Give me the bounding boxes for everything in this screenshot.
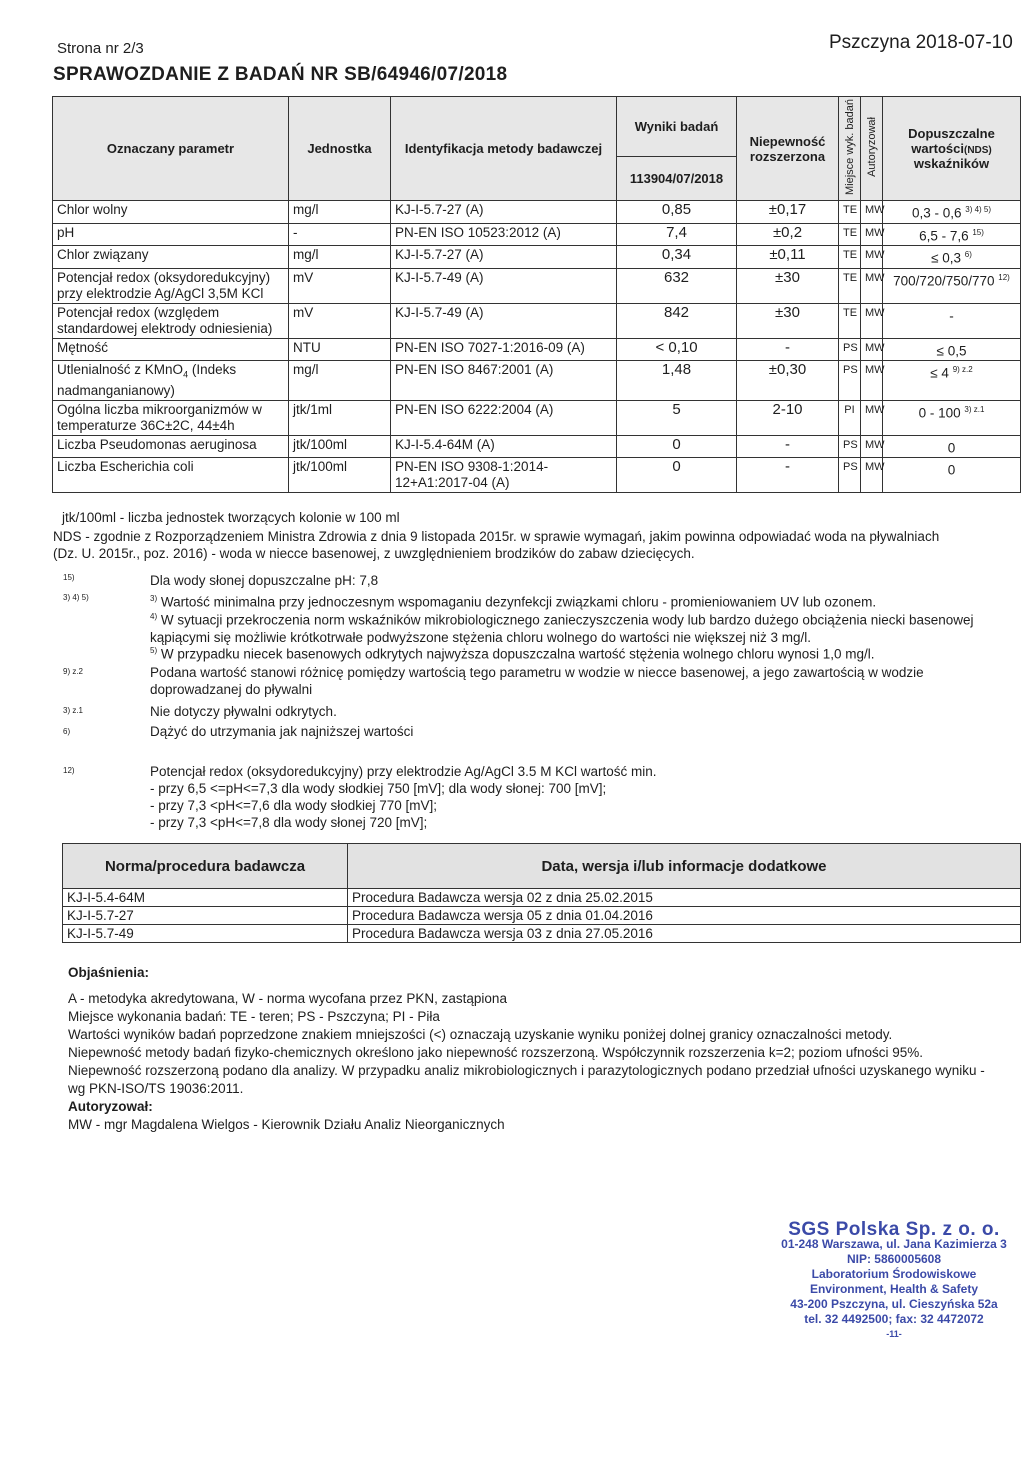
cell-uncertainty: ±0,2 <box>737 223 839 246</box>
report-title: SPRAWOZDANIE Z BADAŃ NR SB/64946/07/2018 <box>53 64 508 85</box>
footnote-5 <box>150 642 990 663</box>
footnote-4 <box>150 608 980 646</box>
param-name: Utlenialność z KMnO <box>57 362 184 377</box>
cell-method: KJ-I-5.4-64M (A) <box>391 435 617 458</box>
explanations-line: A - metodyka akredytowana, W - norma wycofana przez PKN, zastąpiona <box>68 991 507 1006</box>
cell-param <box>53 338 289 361</box>
footnote-9-marker: 9) z.2 <box>63 667 84 676</box>
cell-uncertainty: 2-10 <box>737 400 839 435</box>
cell-nds <box>883 303 1021 338</box>
param-name: Potencjał redox (względem standardowej elektrody odniesienia) <box>57 304 273 336</box>
cell-place: TE <box>839 223 861 246</box>
footnote-15-marker: 15) <box>63 573 75 582</box>
footnote-3z1-marker: 3) z.1 <box>63 706 84 715</box>
city-date: Pszczyna 2018-07-10 <box>829 32 1013 53</box>
cell-nds <box>883 458 1021 493</box>
page-number: Strona nr 2/3 <box>57 40 144 57</box>
header-nds <box>883 97 1021 201</box>
result-row <box>53 223 1021 246</box>
cell-authorized: MW <box>861 361 883 401</box>
cell-result: 0 <box>617 435 737 458</box>
cell-unit: mg/l <box>289 201 391 224</box>
footnote-9-text: Podana wartość stanowi różnicę pomiędzy wartością tego parametru w wodzie w niecce basenowej, a jego zawartością w wodzie doprowadzanej do pływalni <box>150 665 924 697</box>
procedure-code: KJ-I-5.7-27 <box>63 907 348 925</box>
cell-nds <box>883 201 1021 224</box>
result-row <box>53 268 1021 303</box>
procedure-info: Procedura Badawcza wersja 02 z dnia 25.02.2015 <box>348 889 1021 907</box>
cell-authorized: MW <box>861 400 883 435</box>
cell-uncertainty: - <box>737 435 839 458</box>
explanations-heading: Objaśnienia: <box>68 965 150 980</box>
stamp-code: -11- <box>886 1329 902 1339</box>
header-results: Wyniki badań <box>617 97 737 157</box>
cell-param <box>53 223 289 246</box>
cell-authorized: MW <box>861 268 883 303</box>
result-row <box>53 458 1021 493</box>
cell-param <box>53 458 289 493</box>
procedure-row <box>63 907 1021 925</box>
explanations-line: Wartości wyników badań poprzedzone znakiem mniejszości (<) oznaczają uzyskanie wyniku poniżej dolnej granicy oznaczalności metody. <box>68 1027 893 1042</box>
header-place <box>839 97 861 201</box>
nds-note: NDS - zgodnie z Rozporządzeniem Ministra Zdrowia z dnia 9 listopada 2015r. w sprawie wymagań, jakim powinna odpowiadać woda na pływalniach (Dz. U. 2015r., poz. 2016) - woda w niecce basenowej, z uwzględnieniem brodzików do zabaw dziecięcych. <box>53 529 940 561</box>
header-nds-line2 <box>885 141 1018 156</box>
results-table <box>52 96 1021 493</box>
footnote-3-sup: 3) <box>150 594 158 603</box>
cell-nds <box>883 223 1021 246</box>
header-nds-line3: wskaźników <box>913 156 990 171</box>
cell-param <box>53 400 289 435</box>
cell-unit: mg/l <box>289 246 391 269</box>
stamp-phone: tel. 32 4492500; fax: 32 4472072 <box>804 1312 984 1326</box>
explanations <box>68 964 988 1134</box>
cell-method: KJ-I-5.7-49 (A) <box>391 303 617 338</box>
nds-value: 6,5 - 7,6 <box>919 228 969 243</box>
nds-footnote-ref: 15) <box>972 227 984 237</box>
footnote-12 <box>150 763 990 831</box>
footnote-6-text: Dążyć do utrzymania jak najniższej wartości <box>150 724 414 739</box>
footnote-5-sup: 5) <box>150 646 158 655</box>
cell-method: PN-EN ISO 7027-1:2016-09 (A) <box>391 338 617 361</box>
footnote-12-line2: - przy 6,5 <=pH<=7,3 dla wody słodkiej 750 [mV]; dla wody słonej: 700 [mV]; <box>150 781 607 796</box>
cell-place: TE <box>839 201 861 224</box>
param-name: Liczba Pseudomonas aeruginosa <box>57 436 257 452</box>
cell-nds <box>883 435 1021 458</box>
cell-result: 0 <box>617 458 737 493</box>
cell-unit: mg/l <box>289 361 391 401</box>
cell-authorized: MW <box>861 458 883 493</box>
cell-param <box>53 201 289 224</box>
footnote-6-marker: 6) <box>63 727 71 736</box>
footnote-3-text: Wartość minimalna przy jednoczesnym wspomaganiu dezynfekcji związkami chloru - promieniowaniem UV lub ozonem. <box>160 594 877 610</box>
procedure-info: Procedura Badawcza wersja 05 z dnia 01.04.2016 <box>348 907 1021 925</box>
cell-method: KJ-I-5.7-27 (A) <box>391 201 617 224</box>
cell-place: PS <box>839 435 861 458</box>
cell-method: PN-EN ISO 9308-1:2014-12+A1:2017-04 (A) <box>391 458 617 493</box>
footnote-3z1-text: Nie dotyczy pływalni odkrytych. <box>150 704 337 719</box>
header-param: Oznaczany parametr <box>53 97 289 201</box>
authorized-line: MW - mgr Magdalena Wielgos - Kierownik Działu Analiz Nieorganicznych <box>68 1117 505 1132</box>
result-row <box>53 246 1021 269</box>
explanations-line: Niepewność rozszerzoną podano dla analizy. W przypadku analiz mikrobiologicznych i parazytologicznych podano przedział ufności uzyskanego wyniku - wg PKN-ISO/TS 19036:2011. <box>68 1063 985 1096</box>
cell-place: PS <box>839 458 861 493</box>
stamp-company-name: SGS Polska Sp. z o. o. <box>788 1219 1000 1240</box>
cell-nds <box>883 246 1021 269</box>
cell-uncertainty: ±30 <box>737 268 839 303</box>
cell-unit: mV <box>289 268 391 303</box>
cell-uncertainty: - <box>737 458 839 493</box>
param-name: Chlor wolny <box>57 202 128 217</box>
footnote-12-marker: 12) <box>63 766 75 775</box>
footnote-12-line1: Potencjał redox (oksydoredukcyjny) przy elektrodzie Ag/AgCl 3.5 M KCl wartość min. <box>150 764 657 779</box>
stamp-address2: 43-200 Pszczyna, ul. Cieszyńska 52a <box>790 1297 998 1311</box>
param-name: Ogólna liczba mikroorganizmów w temperaturze 36C±2C, 44±4h <box>57 401 262 433</box>
cell-method: PN-EN ISO 10523:2012 (A) <box>391 223 617 246</box>
cell-param <box>53 361 289 401</box>
cell-param <box>53 268 289 303</box>
cell-unit: - <box>289 223 391 246</box>
stamp-address: 01-248 Warszawa, ul. Jana Kazimierza 3 <box>781 1237 1007 1251</box>
procedures-table <box>62 843 1021 943</box>
cell-unit: jtk/100ml <box>289 435 391 458</box>
jtk-note: jtk/100ml - liczba jednostek tworzących kolonie w 100 ml <box>62 510 400 525</box>
header-method: Identyfikacja metody badawczej <box>391 97 617 201</box>
cell-result: 842 <box>617 303 737 338</box>
cell-place: PS <box>839 361 861 401</box>
cell-place: PS <box>839 338 861 361</box>
nds-value: 700/720/750/770 <box>893 273 995 288</box>
company-stamp <box>765 1219 1023 1342</box>
footnote-12-line4: - przy 7,3 <pH<=7,8 dla wody słonej 720 [mV]; <box>150 815 428 830</box>
result-row <box>53 435 1021 458</box>
footnote-12-line3: - przy 7,3 <pH<=7,6 dla wody słodkiej 770 [mV]; <box>150 798 438 813</box>
nds-value: ≤ 0,3 <box>931 250 962 266</box>
cell-authorized: MW <box>861 223 883 246</box>
cell-place: PI <box>839 400 861 435</box>
cell-unit: jtk/100ml <box>289 458 391 493</box>
result-row <box>53 338 1021 361</box>
param-name: pH <box>57 224 75 240</box>
cell-nds <box>883 400 1021 435</box>
header-nds-line2-main: wartości <box>911 141 964 156</box>
procedures-header-norm: Norma/procedura badawcza <box>63 844 348 889</box>
nds-value: 0 <box>947 440 956 456</box>
cell-result: 7,4 <box>617 223 737 246</box>
cell-result: 0,34 <box>617 246 737 269</box>
nds-footnote-ref: 9) z.2 <box>952 365 973 374</box>
nds-footnote-ref: 3) z.1 <box>964 404 985 414</box>
cell-unit: NTU <box>289 338 391 361</box>
nds-value: 0 - 100 <box>918 405 961 421</box>
procedures-header-info: Data, wersja i/lub informacje dodatkowe <box>348 844 1021 889</box>
cell-result: 1,48 <box>617 361 737 401</box>
cell-nds <box>883 268 1021 303</box>
param-name: Liczba Escherichia coli <box>57 459 194 475</box>
nds-value: 0 <box>947 462 956 478</box>
result-row <box>53 303 1021 338</box>
param-name: Mętność <box>57 339 109 355</box>
footnote-345-marker: 3) 4) 5) <box>63 593 89 602</box>
cell-param <box>53 303 289 338</box>
header-place-text: Miejsce wyk. badań <box>843 99 856 195</box>
cell-unit: mV <box>289 303 391 338</box>
cell-uncertainty: ±0,17 <box>737 201 839 224</box>
cell-authorized: MW <box>861 201 883 224</box>
cell-place: TE <box>839 303 861 338</box>
cell-authorized: MW <box>861 303 883 338</box>
param-name: Chlor związany <box>57 247 149 262</box>
cell-method: PN-EN ISO 8467:2001 (A) <box>391 361 617 401</box>
nds-value: - <box>949 308 954 323</box>
procedure-row <box>63 889 1021 907</box>
result-row <box>53 201 1021 224</box>
stamp-lab: Laboratorium Środowiskowe <box>811 1267 977 1281</box>
procedure-row <box>63 925 1021 943</box>
cell-authorized: MW <box>861 435 883 458</box>
procedure-code: KJ-I-5.4-64M <box>63 889 348 907</box>
param-subscript: 4 <box>183 369 189 380</box>
cell-place: TE <box>839 246 861 269</box>
cell-result: 5 <box>617 400 737 435</box>
result-row <box>53 361 1021 401</box>
cell-place: TE <box>839 268 861 303</box>
header-authorized-text: Autoryzował <box>865 117 878 177</box>
nds-footnote-ref: 6) <box>964 250 972 259</box>
procedure-code: KJ-I-5.7-49 <box>63 925 348 943</box>
footnote-4-sup: 4) <box>150 612 158 621</box>
cell-uncertainty: - <box>737 338 839 361</box>
cell-uncertainty: ±0,11 <box>737 246 839 269</box>
cell-nds <box>883 338 1021 361</box>
cell-param <box>53 246 289 269</box>
nds-footnote-ref: 12) <box>998 272 1010 282</box>
cell-method: PN-EN ISO 6222:2004 (A) <box>391 400 617 435</box>
result-row <box>53 400 1021 435</box>
explanations-line: Miejsce wykonania badań: TE - teren; PS - Pszczyna; PI - Piła <box>68 1009 440 1024</box>
footnote-15-text: Dla wody słonej dopuszczalne pH: 7,8 <box>150 573 379 588</box>
header-authorized <box>861 97 883 201</box>
footnote-5-text: W przypadku niecek basenowych odkrytych najwyższa dopuszczalna wartość stężenia wolnego chloru wynosi 1,0 mg/l. <box>160 646 875 662</box>
cell-authorized: MW <box>861 338 883 361</box>
cell-result: 0,85 <box>617 201 737 224</box>
cell-uncertainty: ±30 <box>737 303 839 338</box>
param-name-tail: (Indeks nadmanganianowy) <box>57 362 237 398</box>
authorized-heading: Autoryzował: <box>68 1099 153 1114</box>
cell-authorized: MW <box>861 246 883 269</box>
cell-method: KJ-I-5.7-27 (A) <box>391 246 617 269</box>
header-uncertainty: Niepewność rozszerzona <box>737 97 839 201</box>
cell-result: < 0,10 <box>617 338 737 361</box>
param-name: Potencjał redox (oksydoredukcyjny) przy elektrodzie Ag/AgCl 3,5M KCl <box>57 269 271 301</box>
cell-result: 632 <box>617 268 737 303</box>
header-nds-line1: Dopuszczalne <box>908 126 995 141</box>
stamp-nip: NIP: 5860005608 <box>846 1252 942 1266</box>
cell-uncertainty: ±0,30 <box>737 361 839 401</box>
procedure-info: Procedura Badawcza wersja 03 z dnia 27.05.2016 <box>348 925 1021 943</box>
cell-nds <box>883 361 1021 401</box>
nds-value: ≤ 0,5 <box>936 343 967 358</box>
header-sample-number: 113904/07/2018 <box>617 156 737 200</box>
nds-value: ≤ 4 <box>930 365 949 381</box>
header-nds-line2-sub: (NDS) <box>963 145 992 156</box>
explanations-line: Niepewność metody badań fizyko-chemicznych określono jako niepewność rozszerzoną. Współczynnik rozszerzenia k=2; poziom ufności 95%. <box>68 1045 924 1060</box>
stamp-env: Environment, Health & Safety <box>809 1282 979 1296</box>
cell-unit: jtk/1ml <box>289 400 391 435</box>
footnote-4-text: W sytuacji przekroczenia norm wskaźników mikrobiologicznego zanieczyszczenia wody lub bardzo dużego obciążenia niecki basenowej kąpiącymi się możliwie krótkotrwałe podwyższone stężenia chloru wolnego do wartości nie większej niż 3 mg/l. <box>150 612 974 645</box>
nds-footnote-ref: 3) 4) 5) <box>965 205 992 214</box>
header-unit: Jednostka <box>289 97 391 201</box>
cell-param <box>53 435 289 458</box>
nds-value: 0,3 - 0,6 <box>911 205 962 221</box>
cell-method: KJ-I-5.7-49 (A) <box>391 268 617 303</box>
